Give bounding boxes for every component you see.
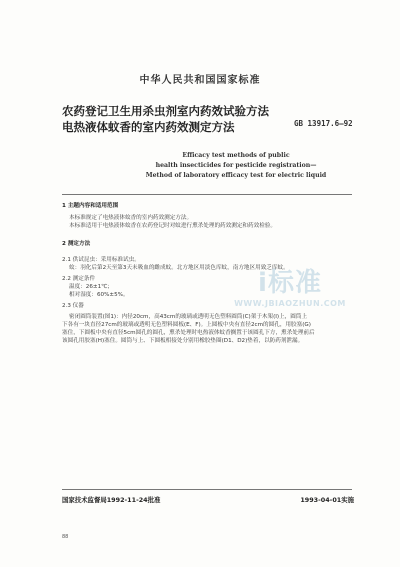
english-title-block [96, 151, 376, 181]
section-2-1-detail: 蚊：羽化后第2天至第3天未吸血的雌成蚊。北方地区用淡色库蚊，南方地区用致乏库蚊。 [69, 265, 289, 271]
section-2-3-line-3: 塞住，下圆板中央有直径5cm圆孔的圆孔，熏杀处理时电热液体蚊香搁置于该圆孔下方，熏杀处理前后 [62, 330, 315, 336]
english-title-line-2: health insecticides for pesticide registration— [155, 162, 317, 169]
watermark-url: WWW.JBIAOZHUN.COM [234, 299, 346, 308]
english-title-line-3: Method of laboratory efficacy test for electric liquid [145, 172, 327, 179]
title-line-1: 农药登记卫生用杀虫剂室内药效试验方法 [62, 104, 269, 118]
condition-humidity: 相对湿度：60%±5%。 [69, 292, 129, 298]
title-block [62, 103, 302, 135]
section-2-1: 2.1 供试昆虫：采用标准试虫。 [62, 257, 140, 263]
section-2-2: 2.2 测定条件 [62, 276, 96, 282]
title-line-2: 电热液体蚊香的室内药效测定方法 [62, 120, 235, 134]
section-2 [62, 240, 354, 345]
title-divider [62, 194, 352, 195]
standard-org-header: 中华人民共和国国家标准 [139, 75, 261, 86]
page-number: 88 [62, 534, 69, 540]
section-1-paragraph-1: 本标准规定了电热液体蚊香的室内药效测定方法。 [69, 215, 193, 221]
standard-code: GB 13917.6—92 [294, 119, 353, 128]
implementation-date: 1993-04-01实施 [300, 496, 354, 504]
section-2-3-line-1: 密闭圆筒装置(图1)：内径20cm，高43cm的玻璃或透明无色塑料圆筒(C)架于木架(I)上，圆筒上 [69, 314, 308, 320]
section-1-heading: 1 主题内容和适用范围 [62, 203, 119, 209]
section-2-3-line-2: 下各有一块直径27cm的玻璃或透明无色塑料圆板(E、F)。上圆板中央有直径2cm的圆孔，用胶塞(G) [62, 322, 311, 328]
footer-divider [62, 489, 352, 490]
approval-date: 国家技术监督局1992-11-24批准 [62, 496, 161, 504]
section-1-paragraph-2: 本标准适用于电热液体蚊香在农药登记时对蚊进行熏杀处理的药效测定和药效检验。 [69, 223, 276, 229]
section-2-3-line-4: 该圆孔用胶塞(H)塞住。圆筒与上、下圆板相接处分别用橡胶垫圈(D1、D2)垫着，以防药剂泄漏。 [62, 338, 304, 344]
section-2-heading: 2 测定方法 [62, 241, 91, 247]
section-2-3: 2.3 仪器 [62, 303, 84, 309]
watermark-logo-text: i标准 [258, 268, 322, 298]
english-title-line-1: Efficacy test methods of public [182, 152, 290, 159]
condition-temperature: 温度：26±1℃； [69, 284, 114, 290]
section-1 [62, 202, 354, 230]
